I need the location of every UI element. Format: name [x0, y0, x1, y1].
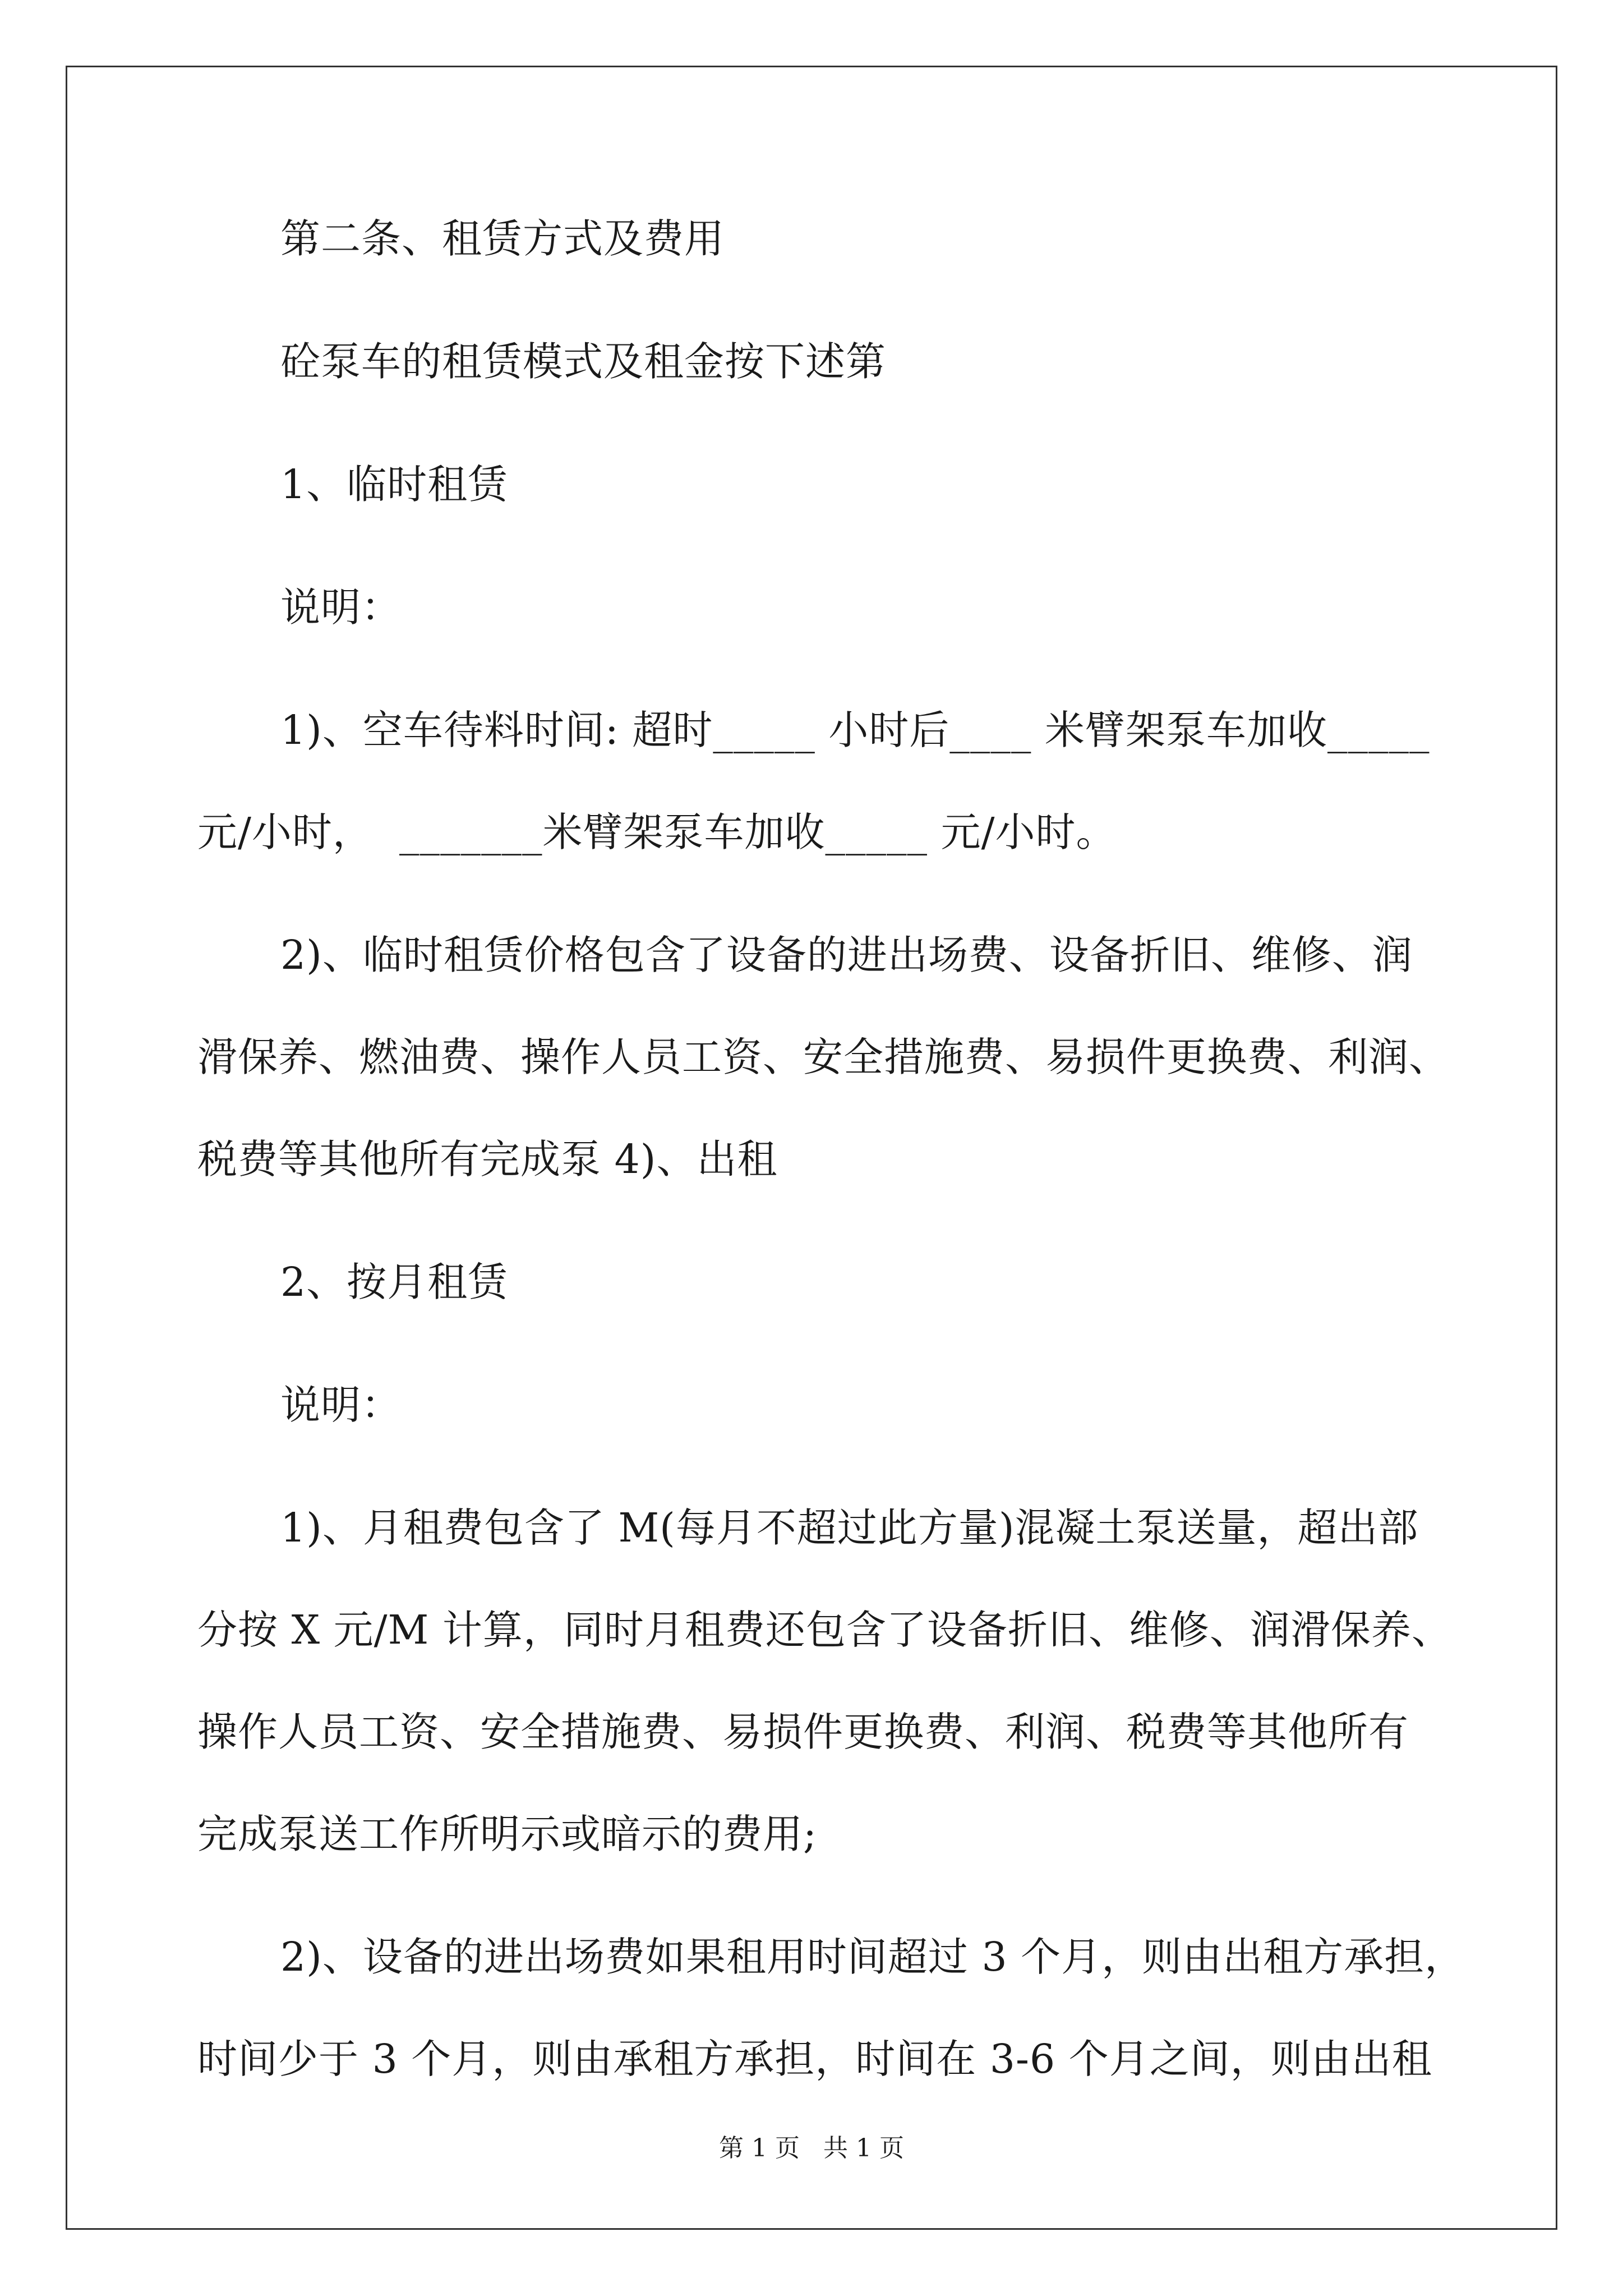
page-number-footer: 第 1 页 共 1 页 [719, 2134, 904, 2162]
paragraph-line: 税费等其他所有完成泵 4)、出租 [197, 1136, 778, 1182]
paragraph-line: 1)、空车待料时间: 超时_____ 小时后____ 米臂架泵车加收_____ [280, 707, 1430, 753]
paragraph-line: 1)、月租费包含了 M(每月不超过此方量)混凝土泵送量，超出部 [280, 1504, 1419, 1551]
subsection-heading: 2、按月租赁 [280, 1259, 509, 1305]
paragraph-line: 2)、临时租赁价格包含了设备的进出场费、设备折旧、维修、润 [280, 932, 1413, 978]
section-heading: 第二条、租赁方式及费用 [280, 215, 725, 262]
document-body [197, 213, 1465, 2085]
paragraph-line: 说明： [280, 1382, 402, 1428]
paragraph-line: 砼泵车的租赁模式及租金按下述第 [280, 338, 887, 385]
subsection-heading: 1、临时租赁 [280, 461, 509, 508]
paragraph-line: 时间少于 3 个月，则由承租方承担，时间在 3-6 个月之间，则由出租 [197, 2036, 1432, 2082]
paragraph-line: 元/小时， _______米臂架泵车加收_____ 元/小时。 [197, 809, 1117, 855]
paragraph-line: 说明： [280, 584, 402, 631]
paragraph-line: 完成泵送工作所明示或暗示的费用; [197, 1811, 817, 1857]
paragraph-line: 操作人员工资、安全措施费、易损件更换费、利润、税费等其他所有 [197, 1709, 1409, 1755]
paragraph-line: 2)、设备的进出场费如果租用时间超过 3 个月，则由出租方承担， [280, 1934, 1465, 1980]
paragraph-line: 分按 X 元/M 计算，同时月租费还包含了设备折旧、维修、润滑保养、 [197, 1607, 1452, 1653]
paragraph-line: 滑保养、燃油费、操作人员工资、安全措施费、易损件更换费、利润、 [197, 1034, 1450, 1080]
